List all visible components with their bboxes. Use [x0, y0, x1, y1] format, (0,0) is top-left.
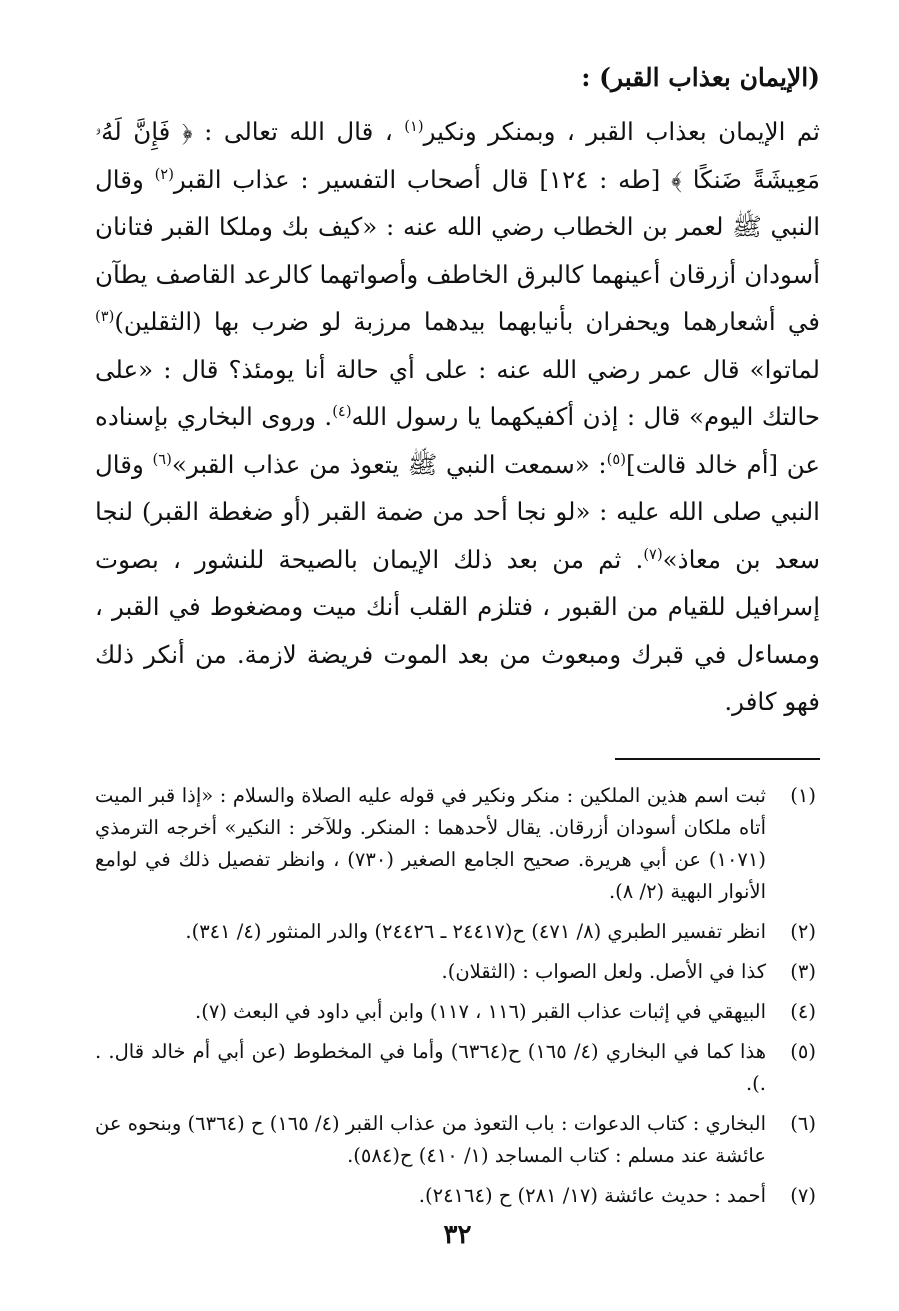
footnote-item — [95, 916, 820, 948]
footnote-text: هذا كما في البخاري (٤/ ١٦٥) ح(٦٣٦٤) وأما في المخطوط (عن أبي أم خالد قال. . .). — [95, 1039, 766, 1095]
footnote-ref: (٣) — [95, 307, 115, 325]
footnote-number: (٧) — [790, 1183, 816, 1207]
footnote-ref: (٧) — [643, 545, 663, 563]
footnote-item — [95, 1036, 820, 1100]
footnote-text: ثبت اسم هذين الملكين : منكر ونكير في قوله عليه الصلاة والسلام : «إذا قبر الميت أتاه ملكان أسودان أزرقان. يقال لأحدهما : المنكر. وللآخر : النكير» أخرجه الترمذي (١٠٧١) عن أبي هريرة. صحيح الجامع الصغير (٧٣٠) ، وانظر تفصيل ذلك في لوامع الأنوار البهية (٢/ ٨). — [95, 783, 766, 903]
footnote-item — [95, 956, 820, 988]
footnote-item — [95, 1180, 820, 1212]
footnote-number: (١) — [790, 783, 816, 807]
paragraph-text: . ثم من بعد ذلك الإيمان بالصيحة للنشور ، بصوت إسرافيل للقيام من القبور ، فتلزم القلب أنك ميت ومضغوط في القبر ، ومساءل في قبرك ومبعوث من بعد الموت فريضة لازمة. من أنكر ذلك فهو كافر. — [95, 544, 820, 716]
paragraph-text: وقال النبي صلى الله عليه : «لو نجا أحد من ضمة القبر (أو ضغطة القبر) لنجا سعد بن معاذ» — [95, 449, 820, 574]
footnote-text: أحمد : حديث عائشة (١٧/ ٢٨١) ح (٢٤١٦٤). — [418, 1183, 766, 1207]
footnote-number: (٢) — [790, 919, 816, 943]
footnotes-list — [95, 780, 820, 1212]
footnote-separator-wrap — [95, 726, 820, 780]
footnote-separator — [615, 758, 820, 760]
section-heading: (الإيمان بعذاب القبر) : — [581, 63, 820, 92]
footnote-number: (٣) — [790, 959, 816, 983]
footnote-item — [95, 780, 820, 908]
paragraph-text: وقال النبي ﷺ لعمر بن الخطاب رضي الله عنه : «كيف بك وملكا القبر فتانان أسودان أزرقان أعينهما كالبرق الخاطف وأصواتهما كالرعد القاصف يطآن في أشعارهما ويحفران بأنيابهما بيدهما مرزبة لو ضرب بها (الثقلين) — [95, 164, 821, 336]
footnote-number: (٥) — [790, 1039, 816, 1063]
footnote-text: البيهقي في إثبات عذاب القبر (١١٦ ، ١١٧) وابن أبي داود في البعث (٧). — [195, 999, 766, 1023]
footnote-ref: (٥) — [606, 450, 627, 468]
paragraph-text: ثم الإيمان بعذاب القبر ، وبمنكر ونكير — [423, 117, 820, 146]
footnote-ref: (٤) — [332, 402, 352, 420]
footnote-ref: (١) — [404, 117, 424, 135]
paragraph-text: لماتوا» قال عمر رضي الله عنه : على أي حالة أنا يومئذ؟ قال : «على حالتك اليوم» قال : إذن أكفيكهما يا رسول الله — [95, 354, 820, 431]
footnote-item — [95, 1108, 820, 1172]
footnote-ref: (٦) — [152, 450, 172, 468]
footnote-item — [95, 996, 820, 1028]
footnote-text: انظر تفسير الطبري (٨/ ٤٧١) ح(٢٤٤١٧ ـ ٢٤٤٢٦) والدر المنثور (٤/ ٣٤١). — [185, 919, 766, 943]
paragraph-text: ، قال الله تعالى : ﴿ فَإِنَّ لَهُۥ مَعِيشَةً ضَنكًا ﴾ [طه : ١٢٤] قال أصحاب التفسير : عذاب القبر — [95, 117, 820, 194]
footnote-number: (٤) — [790, 999, 816, 1023]
page-number: ٣٢ — [443, 1220, 472, 1250]
footnote-text: كذا في الأصل. ولعل الصواب : (الثقلان). — [441, 959, 766, 983]
paragraph-text: : «سمعت النبي ﷺ يتعوذ من عذاب القبر» — [171, 449, 607, 479]
footnote-number: (٦) — [790, 1111, 816, 1135]
paragraph-text: . وروى البخاري بإسناده عن [أم خالد قالت] — [95, 402, 820, 479]
footnote-ref: (٢) — [154, 165, 174, 183]
main-paragraph — [95, 108, 820, 726]
book-page — [95, 60, 820, 1260]
footnote-text: البخاري : كتاب الدعوات : باب التعوذ من عذاب القبر (٤/ ١٦٥) ح (٦٣٦٤) وبنحوه عن عائشة عند مسلم : كتاب المساجد (١/ ٤١٠) ح(٥٨٤). — [95, 1111, 767, 1167]
